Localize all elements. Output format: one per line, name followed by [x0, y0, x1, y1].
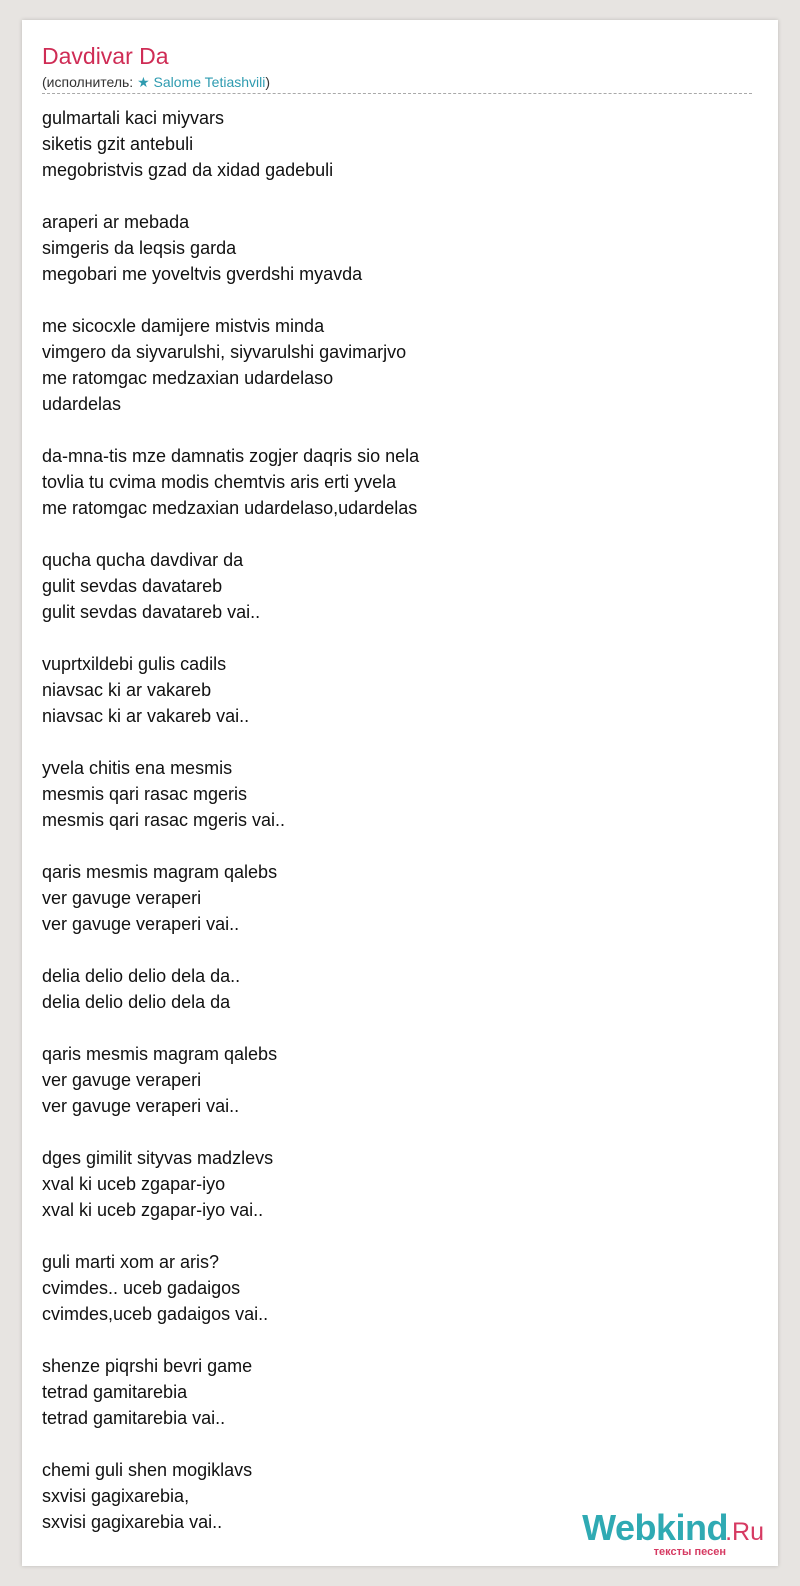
logo-main-text: Webkind [582, 1507, 728, 1548]
lyrics-line: tetrad gamitarebia [42, 1382, 188, 1402]
lyrics-line: ver gavuge veraperi [42, 1070, 202, 1090]
lyrics-stanza [42, 1249, 758, 1327]
lyrics-line: ver gavuge veraperi [42, 888, 202, 908]
lyrics-stanza [42, 1041, 758, 1119]
lyrics-line: me ratomgac medzaxian udardelaso,udardelas [42, 498, 418, 518]
lyrics-line: niavsac ki ar vakareb vai.. [42, 706, 250, 726]
lyrics-line: megobristvis gzad da xidad gadebuli [42, 160, 334, 180]
lyrics-stanza [42, 547, 758, 625]
lyrics-stanza [42, 755, 758, 833]
lyrics-line: me ratomgac medzaxian udardelaso [42, 368, 334, 388]
lyrics-line: delia delio delio dela da [42, 992, 231, 1012]
lyrics-line: me sicocxle damijere mistvis minda [42, 316, 325, 336]
lyrics-line: guli marti xom ar aris? [42, 1252, 220, 1272]
lyrics-line: xval ki uceb zgapar-iyo vai.. [42, 1200, 264, 1220]
lyrics-line: siketis gzit antebuli [42, 134, 194, 154]
lyrics-line: araperi ar mebada [42, 212, 190, 232]
lyrics-stanza [42, 1353, 758, 1431]
lyrics-line: gulmartali kaci miyvars [42, 108, 225, 128]
lyrics-line: chemi guli shen mogiklavs [42, 1460, 253, 1480]
lyrics-line: vimgero da siyvarulshi, siyvarulshi gavimarjvo [42, 342, 407, 362]
lyrics-line: qucha qucha davdivar da [42, 550, 244, 570]
lyrics-stanza [42, 963, 758, 1015]
lyrics-line: gulit sevdas davatareb vai.. [42, 602, 261, 622]
lyrics-stanza [42, 1145, 758, 1223]
artist-link[interactable] [137, 74, 265, 90]
star-icon: ★ [137, 74, 150, 90]
artist-name: Salome Tetiashvili [153, 74, 266, 90]
lyrics-line: mesmis qari rasac mgeris [42, 784, 248, 804]
lyrics-line: ver gavuge veraperi vai.. [42, 1096, 240, 1116]
lyrics-line: megobari me yoveltvis gverdshi myavda [42, 264, 363, 284]
lyrics-line: udardelas [42, 394, 122, 414]
artist-line [42, 73, 752, 94]
lyrics-line: tetrad gamitarebia vai.. [42, 1408, 226, 1428]
artist-suffix: ) [265, 74, 271, 90]
artist-prefix: (исполнитель: [42, 74, 138, 90]
lyrics-line: vuprtxildebi gulis cadils [42, 654, 227, 674]
lyrics-stanza [42, 443, 758, 521]
lyrics-line: dges gimilit sityvas madzlevs [42, 1148, 274, 1168]
lyrics-stanza [42, 105, 758, 183]
lyrics-stanza [42, 859, 758, 937]
lyrics-line: sxvisi gagixarebia, [42, 1486, 190, 1506]
song-title: Davdivar Da [42, 43, 169, 69]
logo-domain-text: .Ru [725, 1518, 764, 1546]
lyrics-line: sxvisi gagixarebia vai.. [42, 1512, 223, 1532]
site-logo[interactable] [564, 1508, 764, 1560]
lyrics-line: yvela chitis ena mesmis [42, 758, 233, 778]
lyrics-line: mesmis qari rasac mgeris vai.. [42, 810, 286, 830]
lyrics-line: tovlia tu cvima modis chemtvis aris erti yvela [42, 472, 397, 492]
lyrics-line: da-mna-tis mze damnatis zogjer daqris sio nela [42, 446, 420, 466]
lyrics-line: gulit sevdas davatareb [42, 576, 223, 596]
lyrics-line: ver gavuge veraperi vai.. [42, 914, 240, 934]
lyrics-line: cvimdes,uceb gadaigos vai.. [42, 1304, 269, 1324]
lyrics-stanza [42, 651, 758, 729]
lyrics-line: qaris mesmis magram qalebs [42, 1044, 278, 1064]
lyrics-line: simgeris da leqsis garda [42, 238, 237, 258]
lyrics-line: xval ki uceb zgapar-iyo [42, 1174, 226, 1194]
lyrics-line: delia delio delio dela da.. [42, 966, 241, 986]
lyrics-body [42, 105, 758, 1535]
lyrics-line: niavsac ki ar vakareb [42, 680, 212, 700]
lyrics-line: shenze piqrshi bevri game [42, 1356, 253, 1376]
lyrics-stanza [42, 313, 758, 417]
lyrics-line: qaris mesmis magram qalebs [42, 862, 278, 882]
lyrics-stanza [42, 209, 758, 287]
lyrics-card [22, 20, 778, 1566]
lyrics-line: cvimdes.. uceb gadaigos [42, 1278, 241, 1298]
logo-tagline: тексты песен [653, 1546, 726, 1558]
